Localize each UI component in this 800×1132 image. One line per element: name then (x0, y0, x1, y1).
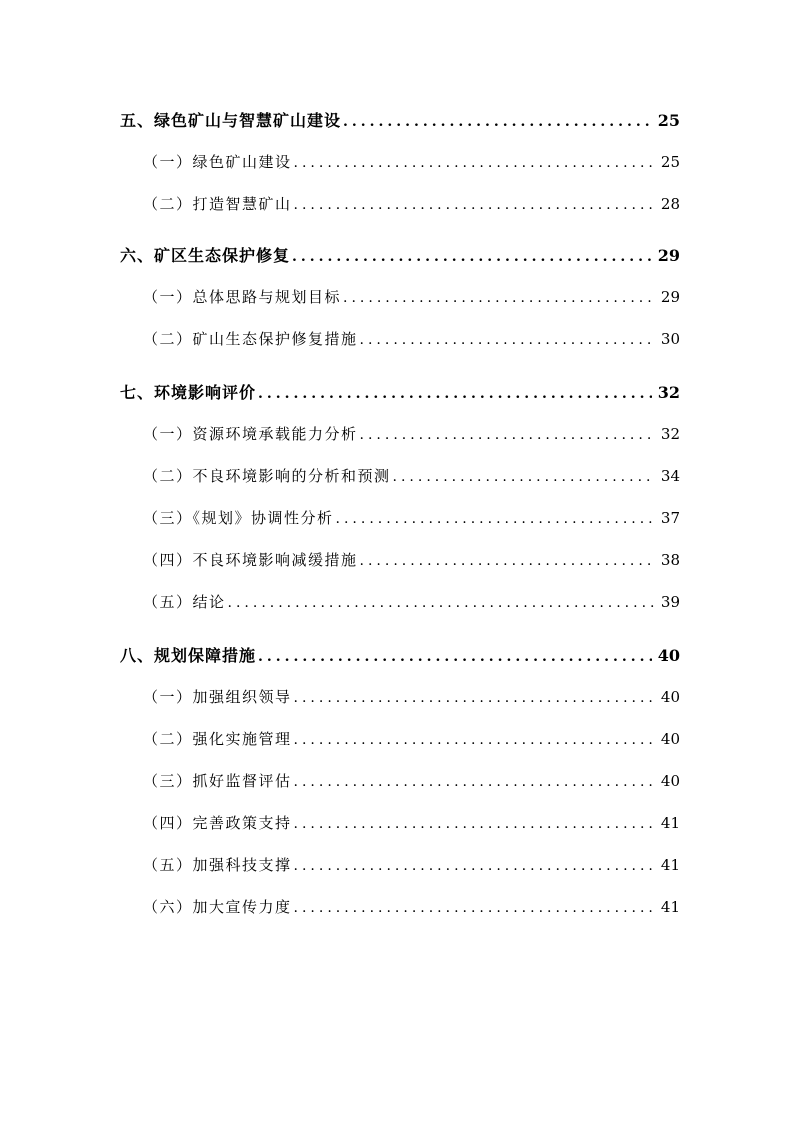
toc-dot-leader (258, 386, 652, 402)
toc-subsection-8-6[interactable] (143, 896, 680, 917)
toc-entry-title: （一）加强组织领导 (143, 688, 292, 706)
toc-entry-title: （二）矿山生态保护修复措施 (143, 330, 358, 348)
toc-page-number: 40 (660, 730, 680, 748)
toc-section-6[interactable] (120, 243, 680, 266)
toc-page-number: 25 (660, 153, 680, 171)
toc-subsection-7-3[interactable] (143, 507, 680, 528)
toc-section-5[interactable] (120, 108, 680, 131)
toc-section-8[interactable] (120, 643, 680, 666)
toc-page-number: 28 (660, 195, 680, 213)
toc-dot-leader (228, 595, 655, 611)
toc-subsection-6-1[interactable] (143, 286, 680, 307)
toc-section-7[interactable] (120, 380, 680, 403)
toc-page-number: 29 (657, 246, 680, 265)
toc-dot-leader (360, 553, 655, 569)
toc-page-number: 25 (657, 111, 680, 130)
toc-dot-leader (294, 732, 655, 748)
toc-page-number: 40 (660, 688, 680, 706)
toc-dot-leader (294, 155, 655, 171)
toc-page-number: 30 (660, 330, 680, 348)
toc-entry-title: （三）抓好监督评估 (143, 772, 292, 790)
toc-entry-title: （四）不良环境影响减缓措施 (143, 551, 358, 569)
toc-page-number: 32 (657, 383, 680, 402)
toc-entry-title: （三）《规划》协调性分析 (143, 509, 334, 527)
toc-page-number: 32 (660, 425, 680, 443)
toc-entry-title: （二）强化实施管理 (143, 730, 292, 748)
toc-dot-leader (258, 649, 652, 665)
toc-entry-title: （一）资源环境承载能力分析 (143, 425, 358, 443)
toc-page-number: 39 (660, 593, 680, 611)
toc-dot-leader (360, 427, 655, 443)
toc-entry-title: （五）结论 (143, 593, 226, 611)
toc-page-number: 41 (660, 898, 680, 916)
toc-dot-leader (343, 114, 652, 130)
toc-dot-leader (294, 197, 655, 213)
toc-page-number: 41 (660, 856, 680, 874)
toc-page-number: 38 (660, 551, 680, 569)
toc-dot-leader (294, 858, 655, 874)
toc-subsection-5-1[interactable] (143, 151, 680, 172)
toc-subsection-7-5[interactable] (143, 591, 680, 612)
toc-subsection-8-2[interactable] (143, 728, 680, 749)
toc-dot-leader (294, 816, 655, 832)
toc-entry-title: 六、矿区生态保护修复 (120, 246, 291, 265)
toc-entry-title: （一）绿色矿山建设 (143, 153, 292, 171)
toc-page-number: 40 (660, 772, 680, 790)
toc-entry-title: 五、绿色矿山与智慧矿山建设 (120, 111, 342, 130)
toc-page-number: 37 (660, 509, 680, 527)
toc-entry-title: （五）加强科技支撑 (143, 856, 292, 874)
toc-entry-title: 八、规划保障措施 (120, 646, 257, 665)
toc-dot-leader (393, 469, 655, 485)
toc-dot-leader (294, 900, 655, 916)
toc-page-number: 34 (660, 467, 680, 485)
toc-subsection-8-1[interactable] (143, 686, 680, 707)
toc-page-number: 29 (660, 288, 680, 306)
toc-dot-leader (294, 774, 655, 790)
toc-subsection-6-2[interactable] (143, 328, 680, 349)
toc-subsection-8-4[interactable] (143, 812, 680, 833)
toc-dot-leader (360, 332, 655, 348)
toc-entry-title: （六）加大宣传力度 (143, 898, 292, 916)
toc-subsection-8-3[interactable] (143, 770, 680, 791)
toc-dot-leader (294, 690, 655, 706)
toc-dot-leader (336, 511, 655, 527)
toc-subsection-7-4[interactable] (143, 549, 680, 570)
toc-entry-title: （二）不良环境影响的分析和预测 (143, 467, 391, 485)
toc-page-number: 41 (660, 814, 680, 832)
toc-page-number: 40 (657, 646, 680, 665)
toc-dot-leader (343, 290, 655, 306)
toc-subsection-5-2[interactable] (143, 193, 680, 214)
toc-subsection-8-5[interactable] (143, 854, 680, 875)
toc-entry-title: （四）完善政策支持 (143, 814, 292, 832)
toc-subsection-7-2[interactable] (143, 465, 680, 486)
toc-entry-title: （二）打造智慧矿山 (143, 195, 292, 213)
toc-subsection-7-1[interactable] (143, 423, 680, 444)
toc-entry-title: 七、环境影响评价 (120, 383, 257, 402)
toc-dot-leader (292, 249, 652, 265)
toc-entry-title: （一）总体思路与规划目标 (143, 288, 342, 306)
